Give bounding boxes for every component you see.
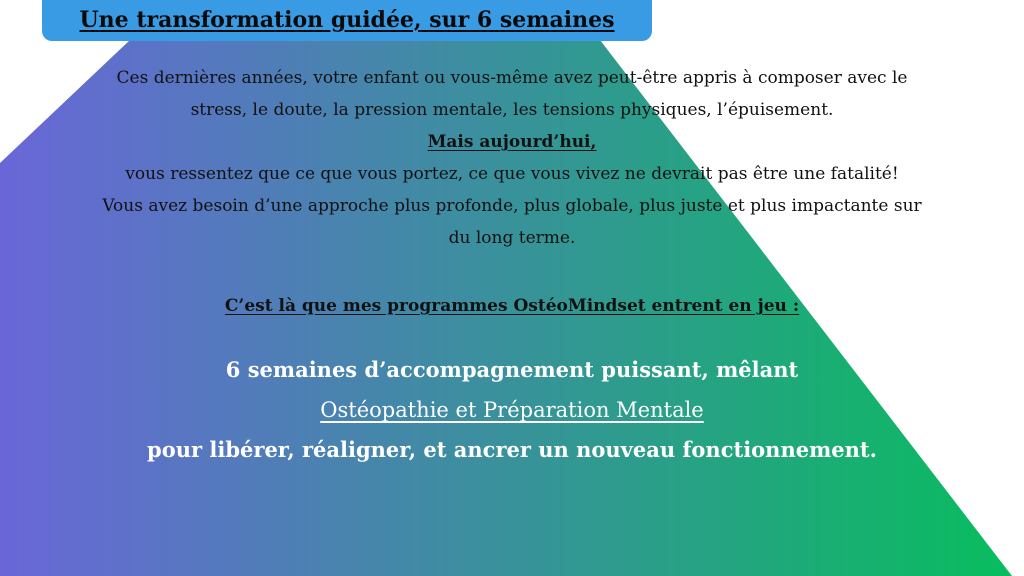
page-title: Une transformation guidée, sur 6 semaines — [79, 7, 615, 33]
intro-line-2: stress, le doute, la pression mentale, les tensions physiques, l’épuisement. — [190, 100, 834, 120]
intro-line-5: du long terme. — [448, 228, 576, 248]
intro-line-1: Ces dernières années, votre enfant ou vous-même avez peut-être appris à composer avec le — [116, 68, 908, 88]
intro-line-3: vous ressentez que ce que vous portez, ce que vous vivez ne devrait pas être une fatalité! — [125, 164, 899, 184]
title-banner — [42, 0, 652, 41]
highlight-line-1: 6 semaines d’accompagnement puissant, mêlant — [225, 357, 799, 382]
highlight-line-2: Ostéopathie et Préparation Mentale — [320, 398, 704, 422]
spacer — [0, 254, 1024, 290]
intro-line-4: Vous avez besoin d’une approche plus profonde, plus globale, plus juste et plus impactante sur — [102, 196, 922, 216]
intro-emphasis: Mais aujourd’hui, — [427, 132, 597, 152]
text-content — [0, 62, 1024, 470]
highlight-line-3: pour libérer, réaligner, et ancrer un nouveau fonctionnement. — [147, 437, 877, 462]
spacer — [0, 322, 1024, 350]
program-intro: C’est là que mes programmes OstéoMindset entrent en jeu : — [224, 296, 800, 316]
